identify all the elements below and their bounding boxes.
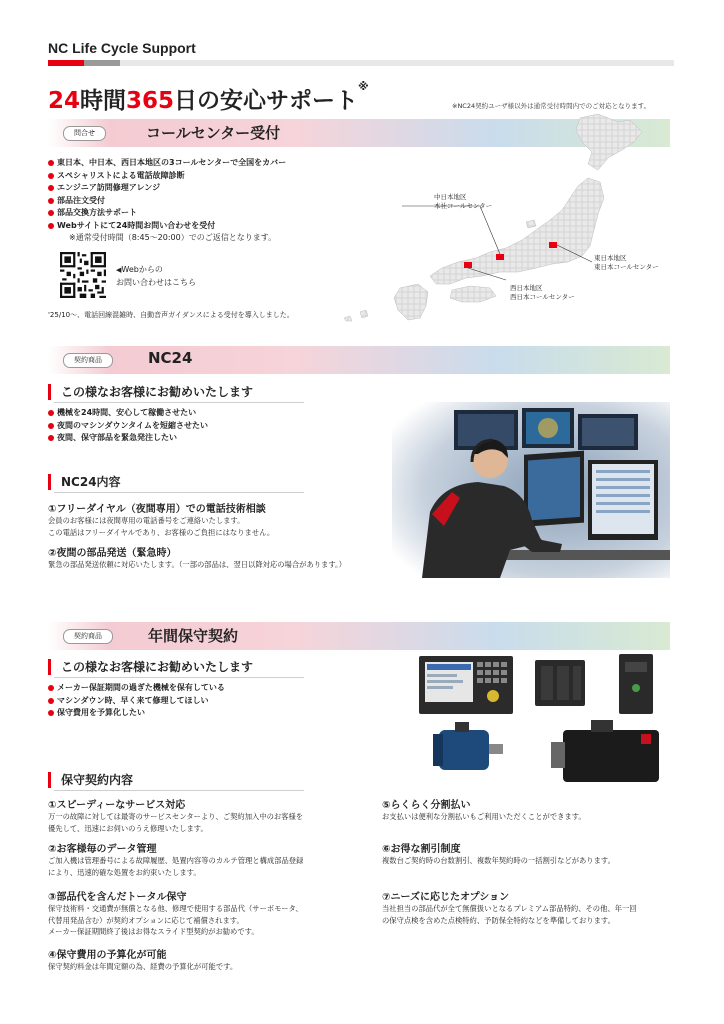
annual-item-1-title: ①スピーディーなサービス対応 [48, 800, 186, 811]
east-call-center-marker [549, 242, 557, 248]
list-item: 保守費用を予算化したい [48, 707, 225, 720]
map-label-chubu-line1: 中日本地区 [434, 193, 467, 201]
text-line: 会員のお客様には夜間専用の電話番号をご連絡いたします。 [48, 516, 245, 525]
section-title-annual-maintenance: 年間保守契約 [148, 627, 239, 645]
section-band-nc24 [48, 346, 670, 374]
text-line: 代替用発品含む）が契約オプションに応じて補償されます。 [48, 915, 244, 925]
annual-bullet-list [48, 682, 225, 720]
header-bar [48, 60, 674, 66]
qr-code-icon[interactable] [60, 252, 106, 298]
annual-item-6-text [382, 855, 615, 867]
text-line: お支払いは便利な分割払いもご利用いただくことができます。 [382, 812, 586, 821]
main-title-mark: ※ [358, 80, 369, 93]
annual-item-2-text [48, 855, 303, 878]
text-line: 複数台ご契約時の台数割引、複数年契約時の一括割引などがあります。 [382, 856, 615, 865]
list-item: マシンダウン時、早く来て修理してほしい [48, 695, 225, 708]
map-label-chubu-line2: 本社コールセンター [434, 202, 493, 210]
japan-map-icon [330, 112, 670, 322]
main-title-rest: 日の安心サポート [174, 88, 359, 114]
operator-photo-image [392, 402, 670, 578]
list-item: 夜間のマシンダウンタイムを短縮させたい [48, 420, 208, 433]
map-label-east-line2: 東日本コールセンター [594, 263, 659, 271]
web-bullet-subline: ※通常受付時間（8:45～20:00）でのご返信となります。 [69, 233, 277, 242]
equipment-photo-image [415, 652, 670, 784]
central-call-center-marker [496, 254, 504, 260]
call-center-bullet-list [48, 157, 286, 245]
text-line: により、迅速的確な処置をお約束いたします。 [48, 867, 201, 877]
web-bullet-text: Webサイトにて24時間お問い合わせを受付 [57, 220, 216, 230]
list-item: 部品注文受付 [48, 195, 286, 208]
section-tag-contract-product: 契約商品 [63, 353, 113, 368]
qr-caption [116, 264, 196, 288]
west-call-center-marker [464, 262, 472, 268]
section-tag-inquiry: 問合せ [63, 126, 106, 141]
section-title-nc24: NC24 [148, 349, 193, 367]
annual-item-3-title: ③部品代を含んだトータル保守 [48, 892, 187, 903]
annual-item-2-title: ②お客様毎のデータ管理 [48, 844, 157, 855]
list-item: 機械を24時間、安心して稼働させたい [48, 407, 208, 420]
nc24-content-heading: NC24内容 [48, 474, 121, 490]
text-line: 保守契約料金は年間定額の為、経費の予算化が可能です。 [48, 962, 238, 971]
nc24-item-1-title: ①フリーダイヤル（夜間専用）での電話技術相談 [48, 504, 266, 515]
annual-content-heading: 保守契約内容 [48, 772, 133, 788]
list-item: スペシャリストによる電話故障診断 [48, 170, 286, 183]
section-title-call-center: コールセンター受付 [146, 124, 281, 142]
annual-item-5-title: ⑤らくらく分割払い [382, 800, 471, 811]
qr-caption-line2: お問い合わせはこちら [116, 277, 196, 287]
text-line: 緊急の部品発送依頼に対応いたします。（一部の部品は、翌日以降対応の場合があります。） [48, 560, 346, 569]
main-title-24: 24 [48, 88, 81, 114]
qr-caption-line1: Webからの [121, 265, 163, 274]
annual-item-5-text [382, 811, 586, 823]
call-center-note: '25/10～、電話回線混雑時、自動音声ガイダンスによる受付を導入しました。 [48, 311, 294, 319]
qr-arrow-icon: ◀ [116, 266, 122, 274]
annual-item-4-text [48, 961, 237, 973]
text-line: 保守技術料・交通費が無償となる他、修理で使用する部品代（サーボモータ、 [48, 904, 303, 913]
annual-item-1-text [48, 811, 303, 834]
annual-item-3-text [48, 903, 303, 938]
list-item: メーカー保証期間の過ぎた機械を保有している [48, 682, 225, 695]
text-line: 当社担当の部品代が全て無償扱いとなるプレミアム部品特約、その他、年一回 [382, 904, 637, 913]
list-item: 部品交換方法サポート [48, 207, 286, 220]
list-item: 東日本、中日本、西日本地区の3コールセンターで全国をカバー [48, 157, 286, 170]
list-item: 夜間、保守部品を緊急発注したい [48, 432, 208, 445]
annual-item-4-title: ④保守費用の予算化が可能 [48, 950, 167, 961]
main-title [48, 82, 369, 115]
text-line: この電話はフリーダイヤルであり、お客様のご負担にはなりません。 [48, 527, 275, 537]
annual-recommend-heading: この様なお客様にお勧めいたします [48, 659, 253, 675]
header-bar-gray-segment [84, 60, 120, 66]
text-line: の保守点検を含めた点検特約、予防保全特約などを準備しております。 [382, 915, 615, 925]
map-label-west-line1: 西日本地区 [510, 284, 543, 292]
section-tag-contract-product: 契約商品 [63, 629, 113, 644]
main-title-hours: 時間 [80, 88, 127, 114]
nc24-recommend-heading: この様なお客様にお勧めいたします [48, 384, 253, 400]
nc24-item-2-title: ②夜間の部品発送（緊急時） [48, 548, 177, 559]
annual-item-7-title: ⑦ニーズに応じたオプション [382, 892, 510, 903]
map-label-west [510, 284, 575, 302]
text-line: ご加入機は管理番号による故障履歴、処置内容等のカルテ管理と構成部品登録 [48, 856, 304, 865]
list-item: エンジニア訪問修理アレンジ [48, 182, 286, 195]
map-label-east [594, 254, 659, 272]
section-band-annual-maintenance [48, 622, 670, 650]
text-line: メーカー保証期間終了後はお得なスライド型契約がお勧めです。 [48, 927, 259, 936]
map-label-chubu [434, 193, 492, 211]
annual-item-7-text [382, 903, 637, 926]
annual-item-6-title: ⑥お得な割引制度 [382, 844, 461, 855]
text-line: 優先して、迅速にお伺いのうえ修理いたします。 [48, 823, 208, 833]
nc24-item-2-text [48, 559, 346, 571]
list-item-web [48, 220, 286, 245]
page-header-title: NC Life Cycle Support [48, 40, 196, 56]
map-label-east-line1: 東日本地区 [594, 254, 627, 262]
main-note: ※NC24契約ユーザ様以外は通常受付時間内でのご対応となります。 [452, 102, 651, 110]
nc24-bullet-list [48, 407, 208, 445]
header-bar-red-segment [48, 60, 84, 66]
nc24-item-1-text [48, 515, 274, 538]
map-label-west-line2: 西日本コールセンター [510, 293, 575, 301]
main-title-365: 365 [126, 88, 175, 114]
text-line: 万一の故障に対しては最寄のサービスセンターより、ご契約加入中のお客様を [48, 812, 304, 821]
